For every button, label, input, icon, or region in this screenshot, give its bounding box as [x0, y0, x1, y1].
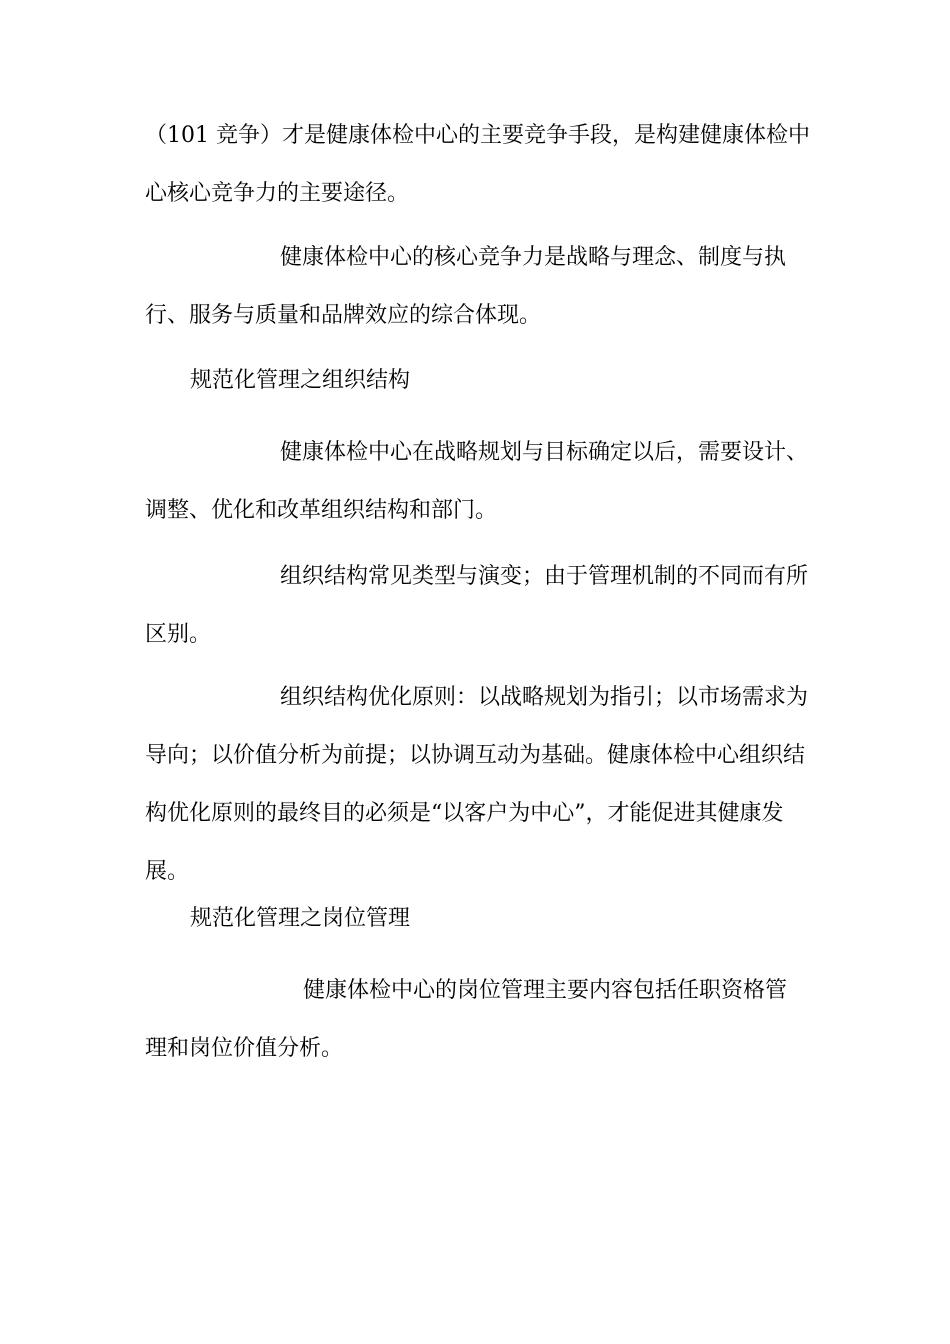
text-line: 构优化原则的最终目的必须是“以客户为中心”，才能促进其健康发 [145, 801, 784, 826]
text-line: 展。 [145, 859, 190, 884]
text-line: （101 竞争）才是健康体检中心的主要竞争手段，是构建健康体检中 [145, 123, 810, 148]
section-heading: 规范化管理之岗位管理 [190, 906, 411, 931]
text-line: 区别。 [145, 622, 212, 647]
text-line: 心核心竞争力的主要途径。 [145, 181, 410, 206]
paragraph-competition [145, 107, 810, 223]
text-line: 理和岗位价值分析。 [145, 1036, 344, 1061]
text-line: 导向；以价值分析为前提；以协调互动为基础。健康体检中心组织结 [145, 743, 806, 768]
paragraph-optimization-principles [145, 669, 810, 901]
paragraph-position-management [145, 962, 810, 1078]
paragraph-strategy-planning [145, 424, 810, 540]
section-heading-organization [145, 352, 810, 410]
text-line: 健康体检中心的岗位管理主要内容包括任职资格管 [303, 978, 788, 1003]
text-line: 健康体检中心的核心竞争力是战略与理念、制度与执 [280, 245, 787, 270]
text-line: 组织结构优化原则：以战略规划为指引；以市场需求为 [280, 685, 809, 710]
text-line: 行、服务与质量和品牌效应的综合体现。 [145, 303, 542, 328]
paragraph-core-competitiveness [145, 229, 810, 345]
text-line: 组织结构常见类型与演变；由于管理机制的不同而有所 [280, 564, 809, 589]
section-heading-positions [145, 890, 810, 948]
text-line: 调整、优化和改革组织结构和部门。 [145, 498, 498, 523]
section-heading: 规范化管理之组织结构 [190, 368, 411, 393]
text-line: 健康体检中心在战略规划与目标确定以后，需要设计、 [280, 440, 809, 465]
paragraph-structure-types [145, 548, 810, 664]
